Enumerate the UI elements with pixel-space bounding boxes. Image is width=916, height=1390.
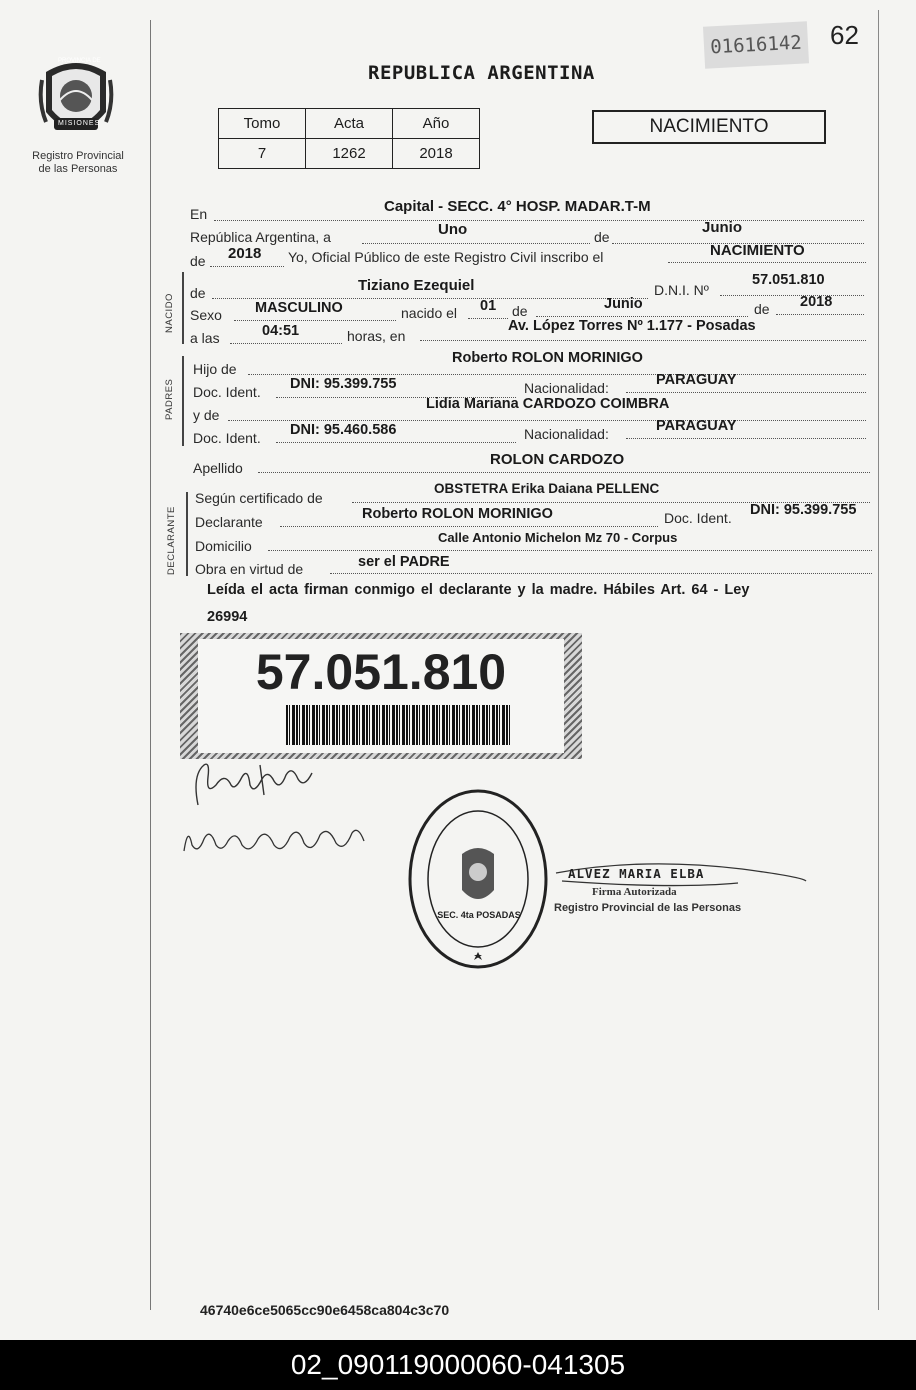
- closing-line-1: Leída el acta firman conmigo el declarante y la madre. Hábiles Art. 64 - Ley: [207, 582, 750, 598]
- obra-label: Obra en virtud de: [195, 561, 304, 577]
- father-signature: [190, 755, 330, 815]
- mother-nac-label: Nacionalidad:: [524, 426, 609, 442]
- father-nat-value: PARAGUAY: [656, 372, 737, 388]
- stamp-round-text: [384, 784, 385, 785]
- declarante-doc-value: DNI: 95.399.755: [750, 502, 857, 518]
- header-acta: Acta: [306, 109, 393, 139]
- declarante-side-label: DECLARANTE: [166, 506, 177, 575]
- padres-rule: [182, 356, 184, 446]
- sexo-value: MASCULINO: [255, 300, 343, 316]
- left-margin-line: [150, 20, 151, 1310]
- header-tomo: Tomo: [219, 109, 306, 139]
- birth-time-value: 04:51: [262, 323, 300, 339]
- father-line: [248, 366, 866, 375]
- value-acta: 1262: [306, 139, 393, 169]
- oficial-label: Yo, Oficial Público de este Registro Civil inscribo el: [288, 249, 604, 265]
- intro-day-value: Uno: [438, 221, 468, 238]
- birth-year-value: 2018: [800, 294, 833, 310]
- value-tomo: 7: [219, 139, 306, 169]
- nacido-el-label: nacido el: [401, 305, 458, 321]
- seal-top-text: PROVINCIA DE: [58, 58, 101, 64]
- mother-line: [228, 412, 866, 421]
- mother-doc-value: DNI: 95.460.586: [290, 422, 397, 438]
- en-value: Capital - SECC. 4° HOSP. MADAR.T-M: [384, 198, 651, 215]
- father-nac-label: Nacionalidad:: [524, 380, 609, 396]
- nacido-de-label: de: [190, 285, 206, 301]
- inscribe-value: NACIMIENTO: [710, 242, 805, 259]
- apellido-value: ROLON CARDOZO: [490, 451, 625, 468]
- father-name-value: Roberto ROLON MORINIGO: [452, 350, 643, 366]
- declarante-label: Declarante: [195, 514, 263, 530]
- birth-month-value: Junio: [604, 296, 643, 312]
- registry-name-2: de las Personas: [38, 163, 118, 175]
- official-stamp: [404, 784, 552, 974]
- mother-signature: [180, 815, 370, 860]
- seal-bottom-text: MISIONES: [58, 120, 101, 127]
- apellido-label: Apellido: [193, 460, 243, 476]
- nacido-side-label: NACIDO: [164, 293, 175, 333]
- document-hash: 46740e6ce5065cc90e6458ca804c3c70: [200, 1302, 450, 1318]
- intro-de2-label: de: [190, 253, 206, 269]
- sheet-number: 62: [830, 20, 859, 50]
- nacido-de3-label: de: [754, 301, 770, 317]
- intro-de-label: de: [594, 229, 610, 245]
- serial-number: 01616142: [703, 21, 809, 68]
- father-doc-value: DNI: 95.399.755: [290, 376, 397, 392]
- official-office: Registro Provincial de las Personas: [554, 902, 742, 914]
- declarante-rule: [186, 492, 188, 576]
- intro-year-value: 2018: [228, 245, 262, 262]
- child-name-value: Tiziano Ezequiel: [358, 277, 475, 294]
- id-number-value: 57.051.810: [255, 644, 507, 700]
- intro-month-value: Junio: [702, 219, 742, 236]
- nacido-rule: [182, 272, 184, 344]
- declarante-value: Roberto ROLON MORINIGO: [362, 506, 553, 522]
- header-ano: Año: [393, 109, 480, 139]
- domicilio-label: Domicilio: [195, 538, 252, 554]
- closing-line-2: 26994: [207, 609, 248, 625]
- province-seal: [36, 52, 116, 148]
- declarante-doc-label: Doc. Ident.: [664, 510, 732, 526]
- barcode: [286, 705, 510, 745]
- dni-label: D.N.I. Nº: [654, 282, 709, 298]
- child-dni-value: 57.051.810: [752, 272, 825, 288]
- birth-day-value: 01: [480, 298, 497, 314]
- nacido-de2-label: de: [512, 303, 528, 319]
- id-number-inner: [198, 639, 564, 753]
- segun-label: Según certificado de: [195, 490, 323, 506]
- sexo-label: Sexo: [190, 307, 222, 323]
- domicilio-value: Calle Antonio Michelon Mz 70 - Corpus: [438, 530, 678, 545]
- father-doc-label: Doc. Ident.: [193, 384, 261, 400]
- stamp-inner-text: SEC. 4ta POSADAS: [437, 910, 521, 920]
- document-id-footer: 02_090119000060-041305: [0, 1340, 916, 1390]
- alas-label: a las: [190, 330, 220, 346]
- record-table: [218, 108, 480, 169]
- record-type-box: NACIMIENTO: [592, 110, 826, 144]
- page-title: REPUBLICA ARGENTINA: [368, 62, 595, 84]
- republica-label: República Argentina, a: [190, 229, 331, 245]
- id-number-box: [180, 633, 582, 759]
- registry-name-1: Registro Provincial: [32, 150, 124, 162]
- day-line: [362, 235, 590, 244]
- mother-doc-label: Doc. Ident.: [193, 430, 261, 446]
- segun-value: OBSTETRA Erika Daiana PELLENC: [434, 481, 660, 496]
- yde-label: y de: [193, 407, 220, 423]
- padres-side-label: PADRES: [164, 378, 175, 420]
- dni-line: [720, 287, 864, 296]
- hijo-label: Hijo de: [193, 361, 237, 377]
- mother-nat-value: PARAGUAY: [656, 418, 737, 434]
- horas-label: horas, en: [347, 328, 406, 344]
- value-ano: 2018: [393, 139, 480, 169]
- birth-place-value: Av. López Torres Nº 1.177 - Posadas: [508, 318, 756, 334]
- right-margin-line: [878, 10, 879, 1310]
- en-label: En: [190, 206, 208, 222]
- official-name: ALVEZ MARIA ELBA: [568, 866, 705, 881]
- obra-value: ser el PADRE: [358, 554, 450, 570]
- mother-name-value: Lidia Mariana CARDOZO COIMBRA: [426, 396, 670, 412]
- official-role: Firma Autorizada: [592, 886, 677, 898]
